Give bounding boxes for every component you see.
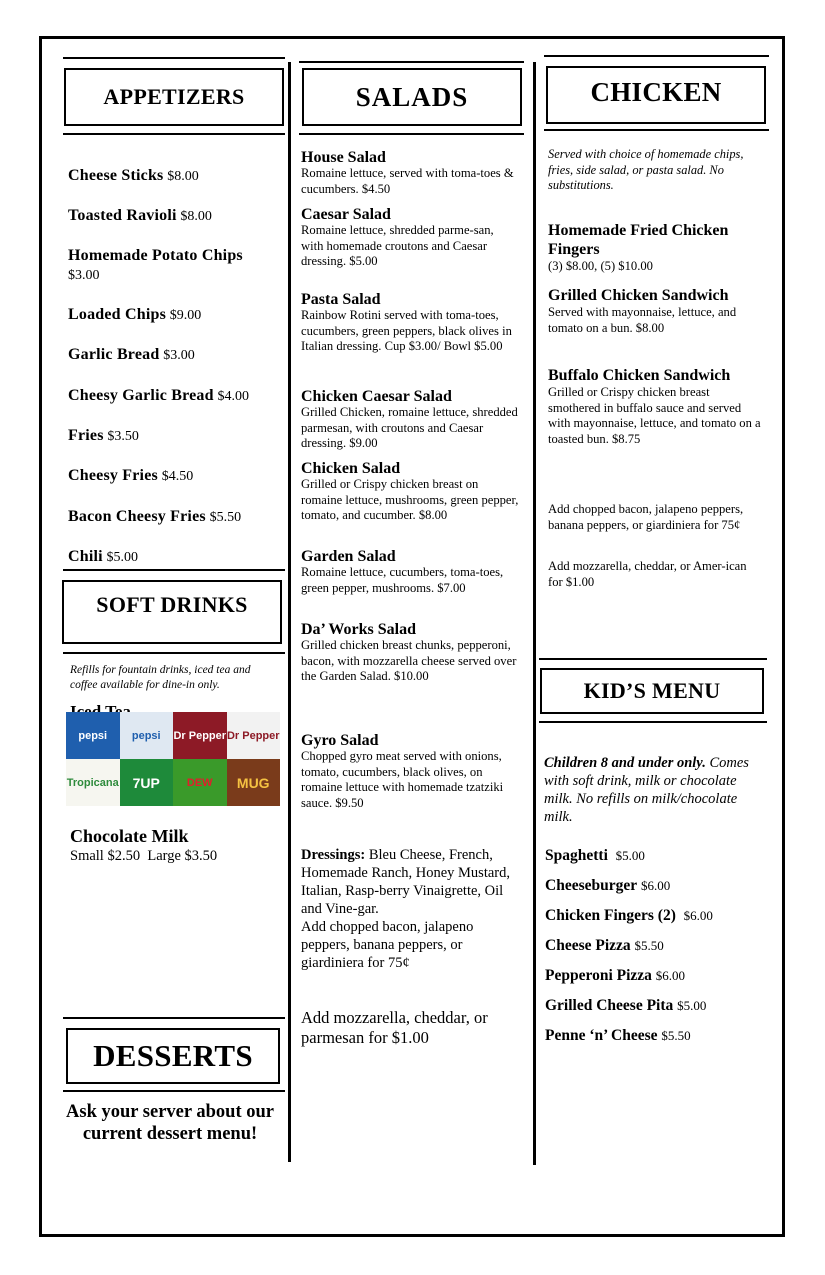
appetizer-item: Toasted Ravioli $8.00 [68,207,212,224]
appetizers-top-rule [63,57,285,59]
dressings-label: Dressings: [301,847,366,863]
appetizer-item: Bacon Cheesy Fries $5.50 [68,508,242,525]
appetizer-item: Cheese Sticks $8.00 [68,167,199,184]
chicken-item: Buffalo Chicken Sandwich Grilled or Crispy chicken breast smothered in buffalo sauce and served with mayonnaise, lettuce, and tomato on a toasted bun. $8.75 [548,367,761,446]
chicken-heading: CHICKEN [546,66,766,124]
kids-item: Penne ‘n’ Cheese $5.50 [545,1027,691,1044]
soft-drinks-note: Refills for fountain drinks, iced tea and coffee available for dine-in only. [70,664,251,691]
7up-logo-icon: 7UP [120,759,174,806]
dressings-text: Bleu Cheese, French, Homemade Ranch, Honey Mustard, Italian, Rasp-berry Vinaigrette, Oil and Vine-gar. [301,847,510,917]
desserts-bottom-rule [63,1090,285,1092]
soft-drinks-top-rule [63,569,285,571]
appetizer-item: Fries $3.50 [68,427,139,444]
kids-item: Chicken Fingers (2) $6.00 [545,907,713,924]
appetizer-item: Loaded Chips $9.00 [68,306,202,323]
salad-item: Chicken Salad Grilled or Crispy chicken breast on romaine lettuce, mushrooms, green pepper, tomato, and cucumber. $8.00 [301,460,519,522]
kids-item: Cheeseburger $6.00 [545,877,671,894]
mug-root-beer-logo-icon: MUG [227,759,281,806]
dr-pepper-logo-icon: Dr Pepper [173,712,227,759]
kids-item: Spaghetti $5.00 [545,847,645,864]
column-divider-left [288,62,291,1162]
kids-item: Cheese Pizza $5.50 [545,937,664,954]
salads-top-rule [299,61,524,63]
appetizer-item: Homemade Potato Chips $3.00 [68,247,243,283]
appetizers-heading: APPETIZERS [64,68,284,126]
chicken-addon-cheese: Add mozzarella, cheddar, or Amer-ican for $1.00 [548,559,747,589]
dressings-block [301,846,521,972]
desserts-text: Ask your server about our current dessert menu! [66,1102,274,1144]
desserts-heading: DESSERTS [66,1028,280,1084]
salad-item: House Salad Romaine lettuce, served with toma-toes & cucumbers. $4.50 [301,149,514,196]
column-divider-right [533,62,536,1165]
kids-item: Pepperoni Pizza $6.00 [545,967,686,984]
salads-bottom-rule [299,133,524,135]
kids-menu-bottom-rule [539,721,767,723]
kids-menu-heading: KID’S MENU [540,668,764,714]
appetizer-item: Garlic Bread $3.00 [68,346,195,363]
tropicana-lemonade-logo-icon: Tropicana [66,759,120,806]
salad-item: Da’ Works Salad Grilled chicken breast chunks, pepperoni, bacon, with mozzarella cheese served over the Garden Salad. $10.00 [301,621,517,683]
diet-pepsi-logo-icon: pepsi [120,712,174,759]
kids-item: Grilled Cheese Pita $5.00 [545,997,707,1014]
salads-heading: SALADS [302,68,522,126]
salads-addon-bacon: Add chopped bacon, jalapeno peppers, banana peppers, or giardiniera for 75¢ [301,919,474,971]
salad-item: Chicken Caesar Salad Grilled Chicken, romaine lettuce, shredded parmesan, with croutons and Caesar dressing. $9.00 [301,388,518,450]
soft-drinks-bottom-rule [63,652,285,654]
pepsi-logo-icon: pepsi [66,712,120,759]
chicken-top-rule [544,55,769,57]
chicken-note: Served with choice of homemade chips, fries, side salad, or pasta salad. No substitutions. [548,147,744,192]
chicken-item: Grilled Chicken Sandwich Served with mayonnaise, lettuce, and tomato on a bun. $8.00 [548,287,737,335]
salad-item: Gyro Salad Chopped gyro meat served with onions, tomato, cucumbers, black olives, on romaine lettuce with homemade tzatziki sauce. $9.50 [301,732,504,810]
soft-drinks-heading: SOFT DRINKS [62,580,282,644]
salad-item: Caesar Salad Romaine lettuce, shredded parme-san, with homemade croutons and Caesar dressing. $5.00 [301,206,494,268]
salad-item: Garden Salad Romaine lettuce, cucumbers, toma-toes, green pepper, mushrooms. $7.00 [301,548,504,595]
diet-dr-pepper-logo-icon: Dr Pepper [227,712,281,759]
salad-item: Pasta Salad Rainbow Rotini served with toma-toes, cucumbers, green peppers, black olives in Italian dressing. Cup $3.00/ Bowl $5.00 [301,291,512,353]
chocolate-milk-prices: Small $2.50 Large $3.50 [70,848,218,864]
salads-addon-cheese: Add mozzarella, cheddar, or parmesan for $1.00 [301,1008,488,1047]
mountain-dew-logo-icon: DEW [173,759,227,806]
chicken-addon-bacon: Add chopped bacon, jalapeno peppers, banana peppers, or giardiniera for 75¢ [548,502,744,532]
appetizer-item: Chili $5.00 [68,548,139,565]
appetizer-item: Cheesy Fries $4.50 [68,467,194,484]
drink-logos [66,712,280,806]
chicken-item: Homemade Fried Chicken Fingers (3) $8.00, (5) $10.00 [548,222,729,273]
appetizers-bottom-rule [63,133,285,135]
chicken-bottom-rule [544,129,769,131]
kids-menu-top-rule [539,658,767,660]
kids-menu-note: Children 8 and under only. Comes with soft drink, milk or chocolate milk. No refills on milk/chocolate milk. [544,755,749,825]
appetizer-item: Cheesy Garlic Bread $4.00 [68,387,249,404]
desserts-top-rule [63,1017,285,1019]
chocolate-milk-name: Chocolate Milk [70,826,189,846]
